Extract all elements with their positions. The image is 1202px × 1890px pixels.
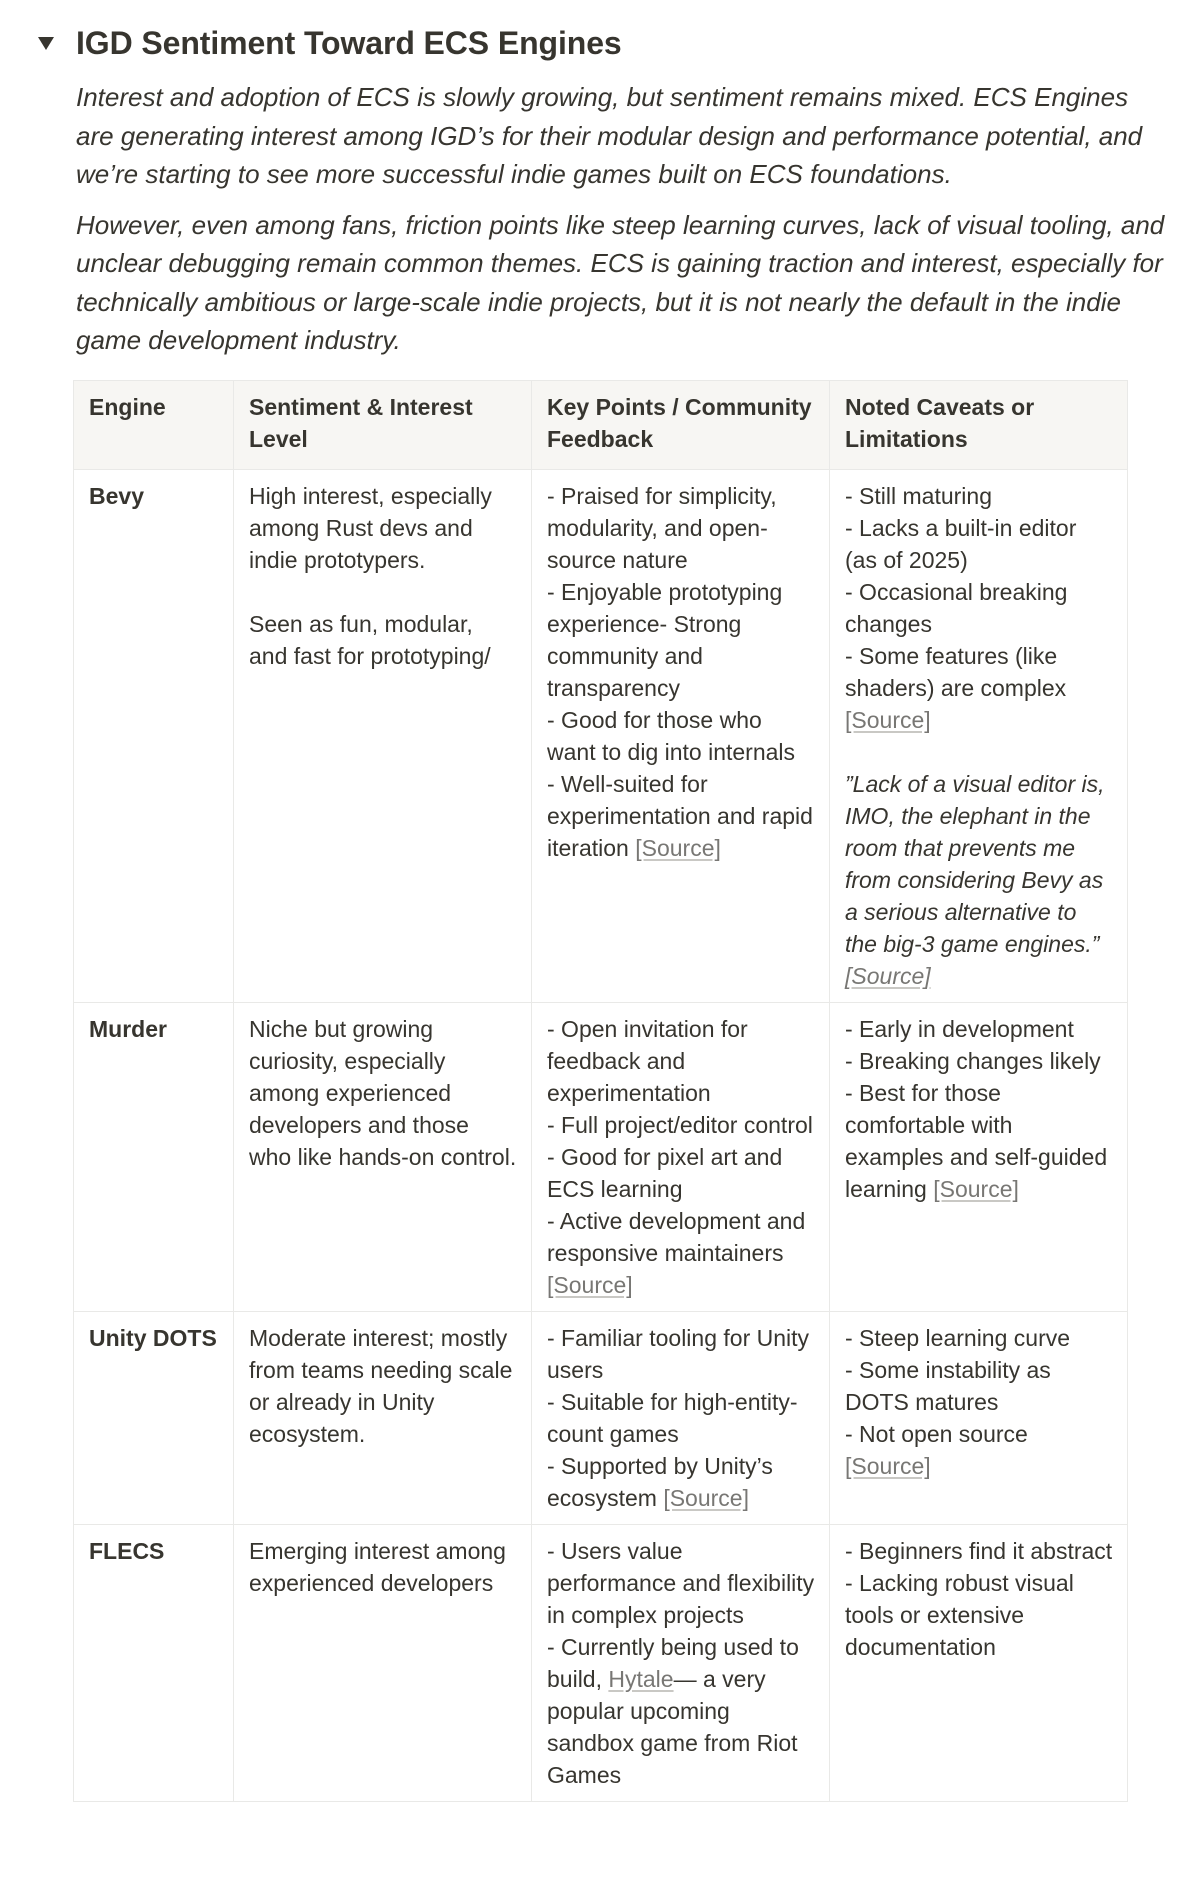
caveat: - Lacks a built-in editor (as of 2025) <box>845 515 1077 573</box>
hytale-link[interactable]: Hytale <box>608 1666 674 1692</box>
caveat: - Occasional breaking changes <box>845 579 1068 637</box>
table-row <box>74 1003 1128 1312</box>
source-link[interactable]: [Source] <box>845 963 931 989</box>
key-point-text: — a very popular upcoming sandbox game from Riot Games <box>547 1666 798 1788</box>
column-header-key-points: Key Points / Community Feedback <box>532 381 830 470</box>
caveat: - Not open source <box>845 1421 1028 1447</box>
sentiment-cell <box>234 470 532 1003</box>
key-point-text: - Supported by Unity’s ecosystem <box>547 1453 773 1511</box>
sentiment-text: High interest, especially among Rust devs and indie prototypers. <box>249 483 492 573</box>
key-point: - Familiar tooling for Unity users <box>547 1325 810 1383</box>
key-point-text: - Currently being used to build, <box>547 1634 799 1692</box>
key-point: - Suitable for high-entity-count games <box>547 1389 798 1447</box>
source-link[interactable]: [Source] <box>845 1453 931 1479</box>
source-link[interactable]: [Source] <box>663 1485 749 1511</box>
column-header-engine: Engine <box>74 381 234 470</box>
key-point: - Full project/editor control <box>547 1112 813 1138</box>
caveat: - Still maturing <box>845 483 992 509</box>
source-link[interactable]: [Source] <box>547 1272 633 1298</box>
engine-cell: Unity DOTS <box>74 1312 234 1525</box>
key-point <box>547 1631 815 1791</box>
quote-text: ”Lack of a visual editor is, IMO, the elephant in the room that prevents me from considering Bevy as a serious alternative to the big-3 game engines.” <box>845 771 1105 957</box>
toggle-content <box>76 78 1166 372</box>
key-point-text: - Well-suited for experimentation and rapid iteration <box>547 771 813 861</box>
intro-paragraph-1: Interest and adoption of ECS is slowly growing, but sentiment remains mixed. ECS Engines are generating interest among IGD’s for their modular design and performance potential, and we’re starting to see more successful indie games built on ECS foundations. <box>76 82 1143 189</box>
caveat <box>845 1077 1113 1205</box>
caveats-cell <box>830 1003 1128 1312</box>
caveat-text: - Best for those comfortable with examples and self-guided learning <box>845 1080 1108 1202</box>
engine-cell: Murder <box>74 1003 234 1312</box>
table-header-row <box>74 381 1128 470</box>
caveat: - Breaking changes likely <box>845 1048 1101 1074</box>
table-row <box>74 470 1128 1003</box>
key-points-cell <box>532 1312 830 1525</box>
key-points-cell <box>532 470 830 1003</box>
key-point <box>547 1205 815 1301</box>
engine-cell: Bevy <box>74 470 234 1003</box>
caveat: - Some features (like shaders) are complex <box>845 643 1067 701</box>
column-header-caveats: Noted Caveats or Limitations <box>830 381 1128 470</box>
engine-cell: FLECS <box>74 1525 234 1802</box>
key-point: - Users value performance and flexibility in complex projects <box>547 1538 815 1628</box>
source-link[interactable]: [Source] <box>845 707 931 733</box>
sentiment-cell: Niche but growing curiosity, especially among experienced developers and those who like hands-on control. <box>234 1003 532 1312</box>
sentiment-cell: Emerging interest among experienced developers <box>234 1525 532 1802</box>
key-points-cell <box>532 1525 830 1802</box>
key-point: - Open invitation for feedback and experimentation <box>547 1016 748 1106</box>
source-link[interactable]: [Source] <box>933 1176 1019 1202</box>
caveats-cell <box>830 470 1128 1003</box>
key-point <box>547 1450 815 1514</box>
key-point: - Good for those who want to dig into internals <box>547 707 796 765</box>
user-quote <box>845 768 1113 992</box>
key-point-text: - Active development and responsive maintainers <box>547 1208 806 1266</box>
key-point <box>547 768 815 864</box>
key-point: - Praised for simplicity, modularity, and open-source nature <box>547 483 777 573</box>
caveat: - Beginners find it abstract <box>845 1538 1113 1564</box>
engine-sentiment-table <box>73 380 1127 1802</box>
page-heading: IGD Sentiment Toward ECS Engines <box>76 25 622 61</box>
caveat: - Lacking robust visual tools or extensive documentation <box>845 1570 1074 1660</box>
key-points-cell <box>532 1003 830 1312</box>
key-point: - Enjoyable prototyping experience- Strong community and transparency <box>547 579 783 701</box>
source-link[interactable]: [Source] <box>635 835 721 861</box>
caveats-cell <box>830 1525 1128 1802</box>
sentiment-text: Seen as fun, modular, and fast for prototyping/ <box>249 611 491 669</box>
table-row <box>74 1525 1128 1802</box>
intro-paragraph-2: However, even among fans, friction points like steep learning curves, lack of visual tooling, and unclear debugging remain common themes. ECS is gaining traction and interest, especially for technically ambitious or large-scale indie projects, but it is not nearly the default in the indie game development industry. <box>76 209 1165 355</box>
caveat: - Some instability as DOTS matures <box>845 1357 1051 1415</box>
key-point: - Good for pixel art and ECS learning <box>547 1144 783 1202</box>
caveats-cell <box>830 1312 1128 1525</box>
table-row <box>74 1312 1128 1525</box>
caveat: - Early in development <box>845 1016 1074 1042</box>
toggle-heading-block[interactable] <box>36 20 622 66</box>
caveat: - Steep learning curve <box>845 1325 1071 1351</box>
sentiment-cell: Moderate interest; mostly from teams needing scale or already in Unity ecosystem. <box>234 1312 532 1525</box>
column-header-sentiment: Sentiment & Interest Level <box>234 381 532 470</box>
triangle-down-icon[interactable] <box>36 23 76 63</box>
